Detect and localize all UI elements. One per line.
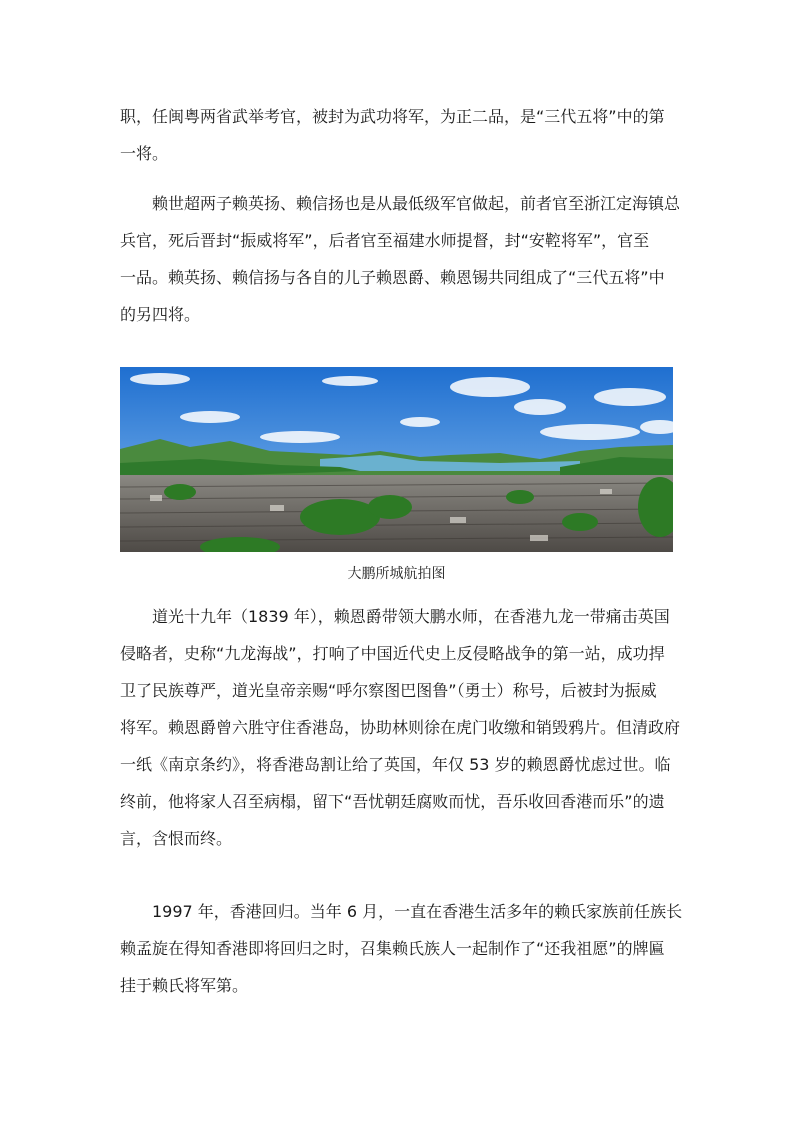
text-line: 一将。 [120,144,169,163]
text-line: 兵官，死后晋封“振威将军”，后者官至福建水师提督，封“安鞚将军”，官至 [120,231,650,250]
text-line: 将军。赖恩爵曾六胜守住香港岛，协助林则徐在虎门收缴和销毁鸦片。但清政府 [120,718,681,737]
text-line: 道光十九年（1839 年），赖恩爵带领大鹏水师，在香港九龙一带痛击英国 [152,607,670,626]
text-line: 一纸《南京条约》，将香港岛割让给了英国，年仅 53 岁的赖恩爵忧虑过世。临 [120,755,671,774]
text-line: 卫了民族尊严，道光皇帝亲赐“呼尔察图巴图鲁”（勇士）称号，后被封为振威 [120,681,657,700]
text-line: 终前，他将家人召至病榻，留下“吾忧朝廷腐败而忧，吾乐收回香港而乐”的遗 [120,792,665,811]
text-line: 一品。赖英扬、赖信扬与各自的儿子赖恩爵、赖恩锡共同组成了“三代五将”中 [120,268,665,287]
figure-caption: 大鹏所城航拍图 [347,566,446,582]
text-line: 1997 年，香港回归。当年 6 月，一直在香港生活多年的赖氏家族前任族长 [152,902,683,921]
text-line: 的另四将。 [120,305,201,324]
paragraph-3 [120,598,681,857]
aerial-photo-illustration [120,367,673,552]
text-line: 赖世超两子赖英扬、赖信扬也是从最低级军官做起，前者官至浙江定海镇总 [152,194,681,213]
paragraph-2 [120,185,681,333]
text-line: 赖孟旋在得知香港即将回归之时，召集赖氏族人一起制作了“还我祖愿”的牌匾 [120,939,665,958]
text-line: 侵略者，史称“九龙海战”，打响了中国近代史上反侵略战争的第一站，成功捍 [120,644,665,663]
text-line: 言，含恨而终。 [120,829,233,848]
aerial-photo [120,367,673,552]
paragraph-4 [120,893,683,1004]
text-line: 挂于赖氏将军第。 [120,976,249,995]
paragraph-1 [120,98,676,172]
text-line: 职，任闽粤两省武举考官，被封为武功将军，为正二品，是“三代五将”中的第 [120,107,665,126]
